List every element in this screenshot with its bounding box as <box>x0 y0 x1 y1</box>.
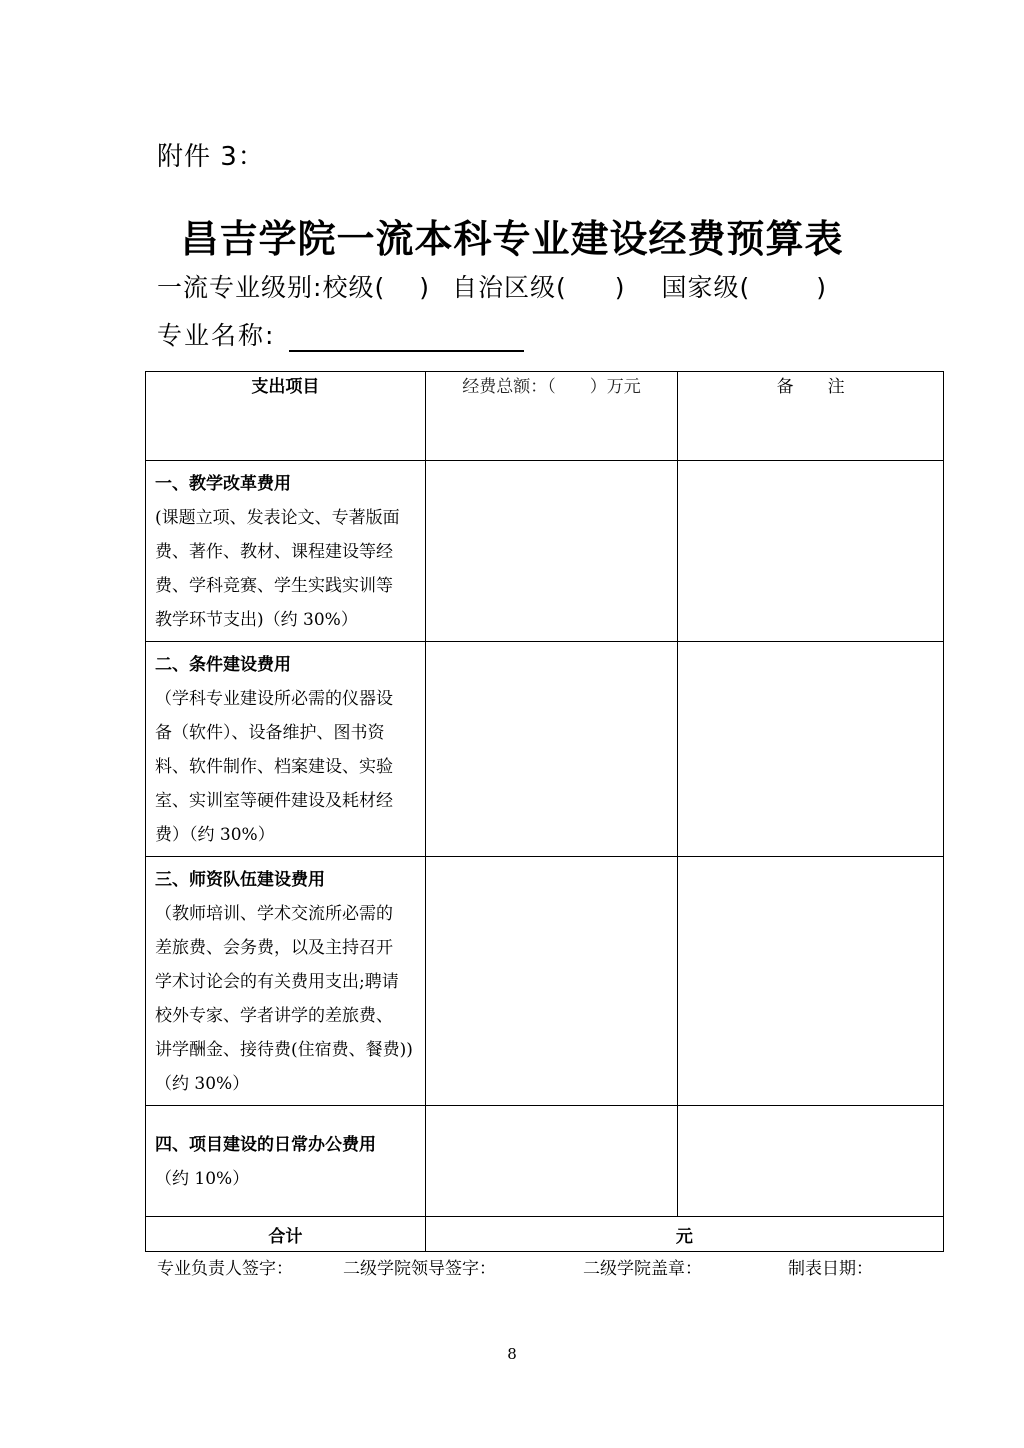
major-name-line <box>157 316 524 352</box>
level-school-option: 校级( <box>322 273 386 302</box>
amount-cell[interactable] <box>425 642 678 857</box>
remark-cell[interactable] <box>678 857 944 1106</box>
item-desc-line: 料、软件制作、档案建设、实验 <box>155 757 393 777</box>
major-name-blank <box>289 320 524 352</box>
level-school-close: ) <box>419 273 430 302</box>
total-value-cell[interactable]: 元 <box>425 1217 943 1252</box>
item-desc-line: 费）（约 30%） <box>155 825 275 845</box>
item-desc-line: （约 10%） <box>155 1169 250 1189</box>
header-amount: 经费总额：（ ）万元 <box>425 372 678 461</box>
date-label: 制表日期： <box>788 1259 873 1279</box>
item-cell-faculty <box>146 857 426 1106</box>
amount-cell[interactable] <box>425 1106 678 1217</box>
major-level-label: 一流专业级别: <box>157 273 323 302</box>
page-number: 8 <box>507 1345 517 1363</box>
item-cell-office <box>146 1106 426 1217</box>
table-header-row <box>146 372 944 461</box>
total-row <box>146 1217 944 1252</box>
total-label: 合计 <box>146 1217 426 1252</box>
item-desc-line: 学术讨论会的有关费用支出;聘请 <box>155 972 399 992</box>
table-row <box>146 461 944 642</box>
college-seal-label: 二级学院盖章： <box>583 1259 702 1279</box>
item-heading: 四、项目建设的日常办公费用 <box>155 1135 376 1155</box>
item-desc-line: (课题立项、发表论文、专著版面 <box>155 508 400 528</box>
remark-cell[interactable] <box>678 461 944 642</box>
item-heading: 一、教学改革费用 <box>155 474 291 494</box>
level-national-close: ) <box>816 273 828 302</box>
table-row <box>146 857 944 1106</box>
item-desc-line: （教师培训、学术交流所必需的 <box>155 904 393 924</box>
amount-cell[interactable] <box>425 461 678 642</box>
amount-cell[interactable] <box>425 857 678 1106</box>
header-item: 支出项目 <box>146 372 426 461</box>
level-region-option: 自治区级( <box>451 273 567 302</box>
item-desc-line: 校外专家、学者讲学的差旅费、 <box>155 1006 393 1026</box>
item-desc-line: 讲学酬金、接待费(住宿费、餐费)) <box>155 1040 413 1060</box>
item-heading: 三、师资队伍建设费用 <box>155 870 325 890</box>
major-level-line <box>157 268 827 304</box>
remark-cell[interactable] <box>678 1106 944 1217</box>
item-cell-teaching-reform <box>146 461 426 642</box>
item-desc-line: 费、学科竞赛、学生实践实训等 <box>155 576 393 596</box>
level-national-option: 国家级( <box>661 273 751 302</box>
table-row <box>146 642 944 857</box>
item-cell-conditions <box>146 642 426 857</box>
item-desc-line: 费、著作、教材、课程建设等经 <box>155 542 393 562</box>
college-leader-signature-label: 二级学院领导签字： <box>343 1259 496 1279</box>
level-region-close: ) <box>614 273 626 302</box>
item-heading: 二、条件建设费用 <box>155 655 291 675</box>
item-desc-line: 备（软件）、设备维护、图书资 <box>155 723 385 743</box>
owner-signature-label: 专业负责人签字： <box>157 1259 293 1279</box>
major-name-label: 专业名称: <box>157 321 276 350</box>
remark-cell[interactable] <box>678 642 944 857</box>
page-title: 昌吉学院一流本科专业建设经费预算表 <box>180 216 844 261</box>
attachment-label: 附件 3： <box>157 142 265 172</box>
item-desc-line: （学科专业建设所必需的仪器设 <box>155 689 393 709</box>
item-desc-line: 室、实训室等硬件建设及耗材经 <box>155 791 393 811</box>
item-desc-line: 教学环节支出)（约 30%） <box>155 610 358 630</box>
header-remark: 备 注 <box>678 372 944 461</box>
item-desc-line: 差旅费、会务费，以及主持召开 <box>155 938 393 958</box>
table-row <box>146 1106 944 1217</box>
budget-table <box>145 371 944 1252</box>
item-desc-line: （约 30%） <box>155 1074 250 1094</box>
